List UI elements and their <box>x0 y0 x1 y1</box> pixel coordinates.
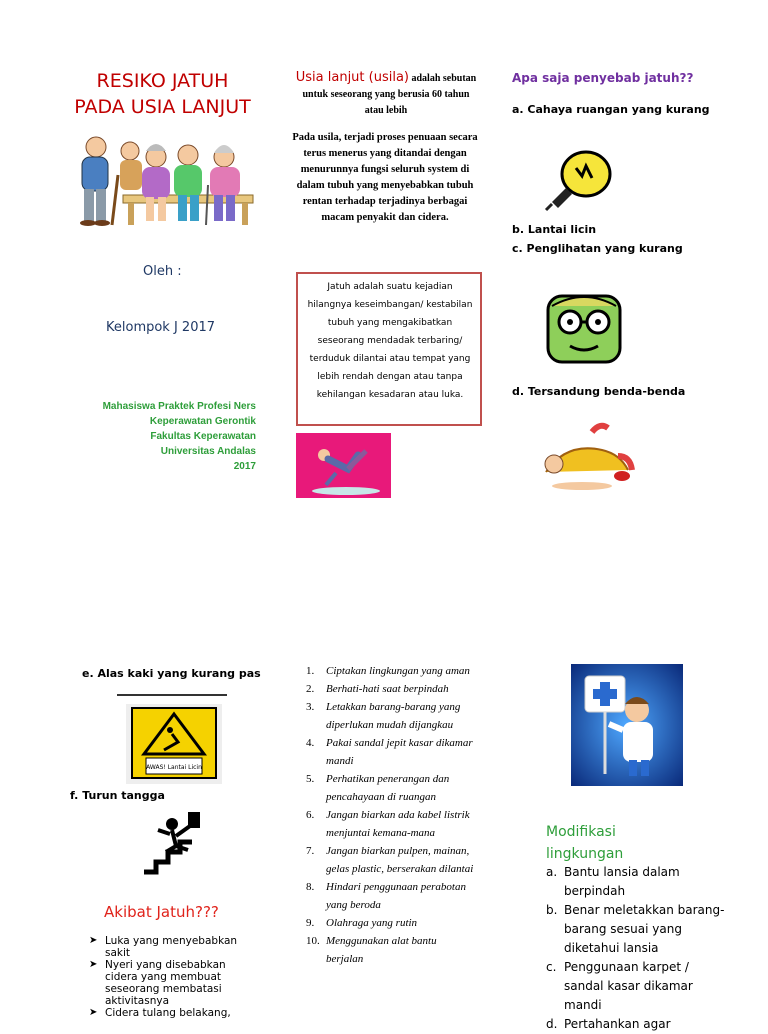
modification-list <box>546 863 726 1034</box>
item-text: Benar meletakkan barang-barang sesuai yang diketahui lansia <box>564 903 725 955</box>
aging-process-paragraph: Pada usila, terjadi proses penuaan secara terus menerus yang ditandai dengan menurunnya fungsi seluruh system di dalam tubuh yang menyebabkan tubuh rentan terhadap terjadinya berbagai macam penyakit dan cidera. <box>292 132 478 223</box>
oleh-label: Oleh : <box>143 264 182 279</box>
effect-text: Nyeri yang disebabkan cidera yang membuat seseorang membatasi aktivitasnya <box>105 959 226 1007</box>
cause-item-e: e. Alas kaki yang kurang pas <box>82 667 261 680</box>
cause-item-a: a. Cahaya ruangan yang kurang <box>512 103 710 116</box>
falling-person-image <box>296 433 391 498</box>
title-line-2: PADA USIA LANJUT <box>74 96 251 118</box>
item-letter: a. <box>546 865 558 879</box>
stairs-fall-icon <box>140 808 210 880</box>
modification-heading <box>546 821 623 865</box>
list-item <box>306 914 474 932</box>
list-item <box>306 806 474 842</box>
effects-heading: Akibat Jatuh??? <box>104 903 219 921</box>
tip-text: Letakkan barang-barang yang diperlukan mudah dijangkau <box>326 701 461 731</box>
item-letter: d. <box>546 1017 558 1031</box>
effects-list <box>89 935 259 1019</box>
list-item <box>306 770 474 806</box>
arrow-bullet-icon: ➤ <box>89 959 98 970</box>
author-affiliation <box>90 399 256 474</box>
tip-text: Jangan biarkan pulpen, mainan, gelas plastic, berserakan dilantai <box>326 845 474 875</box>
tip-number: 5. <box>306 773 315 785</box>
cause-item-f: f. Turun tangga <box>70 789 165 802</box>
arrow-bullet-icon: ➤ <box>89 1007 98 1018</box>
list-item <box>89 959 259 1007</box>
list-item <box>546 863 726 901</box>
list-item <box>546 901 726 958</box>
cause-item-b: b. Lantai licin <box>512 223 597 236</box>
brochure-title <box>60 68 265 120</box>
modification-heading-line-1: Modifikasi <box>546 824 616 840</box>
item-text: Bantu lansia dalam berpindah <box>564 865 680 898</box>
tip-text: Perhatikan penerangan dan pencahayaan di ruangan <box>326 773 450 803</box>
author-line: Fakultas Keperawatan <box>150 431 256 442</box>
tip-text: Pakai sandal jepit kasar dikamar mandi <box>326 737 473 767</box>
item-text: Penggunaan karpet / sandal kasar dikamar mandi <box>564 960 693 1012</box>
prevention-tips-list <box>306 662 474 968</box>
causes-heading: Apa saja penyebab jatuh?? <box>512 71 694 85</box>
author-line: 2017 <box>233 461 256 472</box>
usila-definition-text: adalah sebutan untuk seseorang yang berusia 60 tahun atau lebih <box>302 73 477 116</box>
elderly-people-illustration <box>68 135 258 227</box>
tip-number: 4. <box>306 737 315 749</box>
tip-text: Ciptakan lingkungan yang aman <box>326 665 470 677</box>
modification-heading-line-2: lingkungan <box>546 846 624 862</box>
title-line-1: RESIKO JATUH <box>96 70 229 92</box>
author-line: Keperawatan Gerontik <box>149 416 256 427</box>
item-text: Pertahankan agar <box>564 1017 671 1031</box>
cause-item-c: c. Penglihatan yang kurang <box>512 242 683 255</box>
tripping-person-image <box>532 420 642 496</box>
face-with-glasses-icon <box>544 290 624 368</box>
list-item <box>89 935 259 959</box>
item-letter: b. <box>546 903 558 917</box>
divider-line <box>117 694 227 696</box>
tip-number: 9. <box>306 917 315 929</box>
tip-text: Hindari penggunaan perabotan yang beroda <box>326 881 466 911</box>
tip-number: 10. <box>306 935 320 947</box>
group-name: Kelompok J 2017 <box>106 320 216 335</box>
tip-number: 2. <box>306 683 315 695</box>
list-item <box>306 662 474 680</box>
wet-floor-sign-icon <box>126 704 222 784</box>
light-bulb-icon <box>538 146 618 214</box>
list-item <box>306 842 474 878</box>
fall-definition-text: Jatuh adalah suatu kejadian hilangnya keseimbangan/ kestabilan tubuh yang mengakibatkan seseorang mendadak terbaring/ terduduk dilantai atau tempat yang lebih rendah dengan atau tanpa kehilangan kesadaran atau luka. <box>307 282 473 400</box>
tip-number: 1. <box>306 665 315 677</box>
tip-number: 7. <box>306 845 315 857</box>
list-item <box>306 734 474 770</box>
tip-number: 6. <box>306 809 315 821</box>
list-item <box>546 958 726 1015</box>
effect-text: Cidera tulang belakang, <box>105 1007 231 1019</box>
list-item <box>306 698 474 734</box>
doctor-illustration <box>571 664 683 786</box>
list-item <box>306 680 474 698</box>
wet-floor-sign-text: AWAS! Lantai Licin <box>146 764 202 771</box>
tip-text: Menggunakan alat bantu berjalan <box>326 935 437 965</box>
tip-text: Berhati-hati saat berpindah <box>326 683 449 695</box>
item-letter: c. <box>546 960 557 974</box>
usila-definition <box>294 70 478 119</box>
list-item <box>306 878 474 914</box>
tip-number: 3. <box>306 701 315 713</box>
tip-number: 8. <box>306 881 315 893</box>
list-item <box>89 1007 259 1019</box>
arrow-bullet-icon: ➤ <box>89 935 98 946</box>
list-item <box>546 1015 726 1034</box>
tip-text: Jangan biarkan ada kabel listrik menjuntai kemana-mana <box>326 809 470 839</box>
usila-term: Usia lanjut (usila) <box>295 70 409 85</box>
cause-item-d: d. Tersandung benda-benda <box>512 385 686 398</box>
effect-text: Luka yang menyebabkan sakit <box>105 935 238 959</box>
author-line: Universitas Andalas <box>160 446 256 457</box>
tip-text: Olahraga yang rutin <box>326 917 418 929</box>
list-item <box>306 932 474 968</box>
author-line: Mahasiswa Praktek Profesi Ners <box>102 401 256 412</box>
